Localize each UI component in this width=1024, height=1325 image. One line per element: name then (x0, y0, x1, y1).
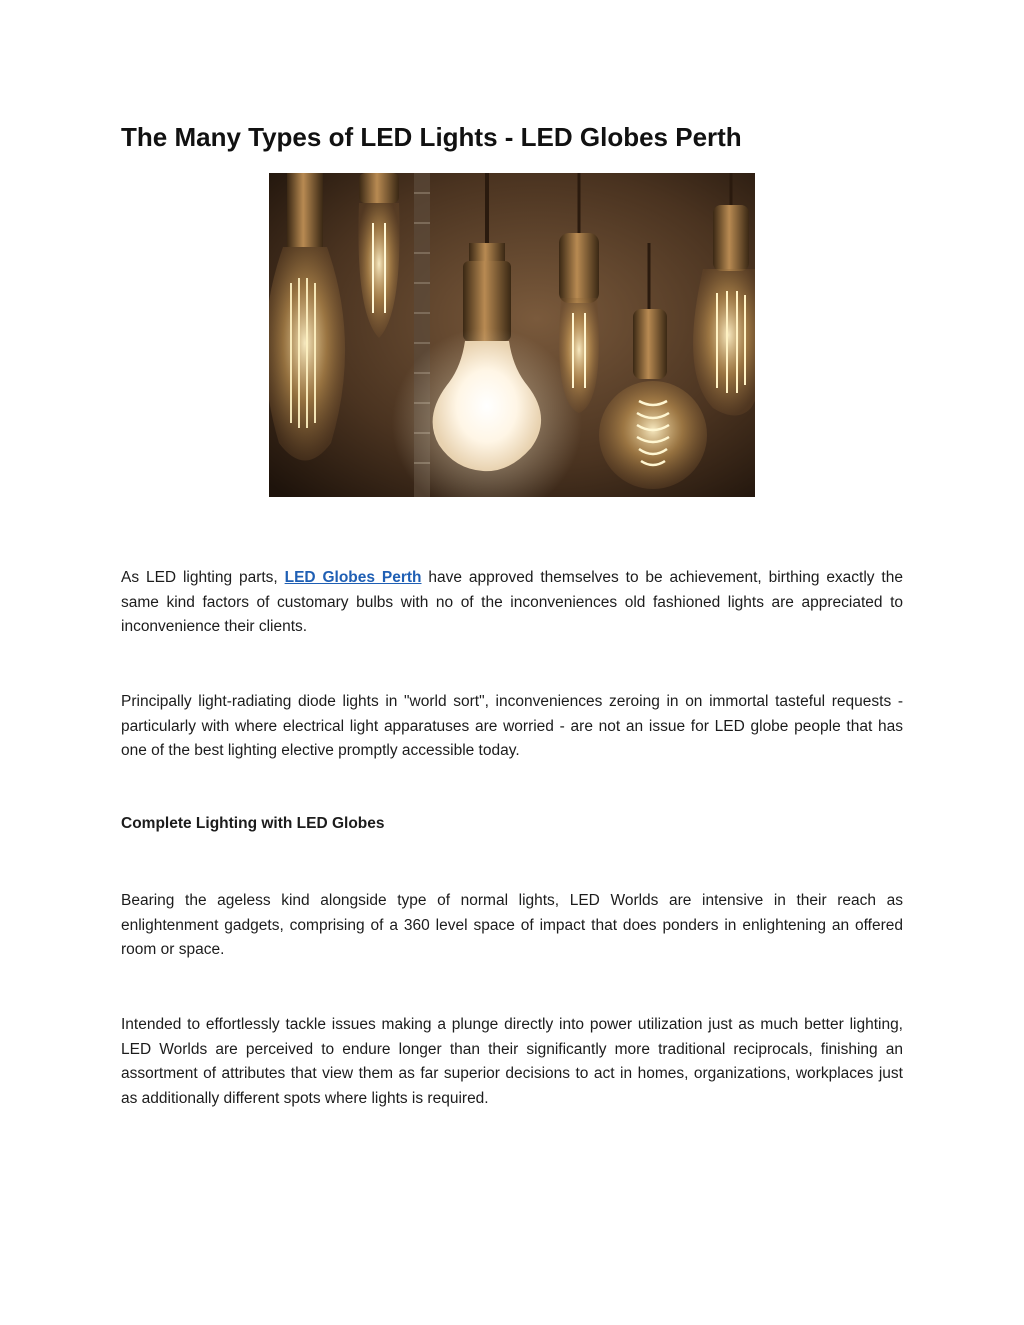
intro-text-before-link: As LED lighting parts, (121, 569, 285, 586)
hero-image (269, 173, 755, 497)
section-subheading: Complete Lighting with LED Globes (121, 815, 385, 832)
intro-paragraph (121, 566, 903, 640)
intro-text-after-link: have approved themselves to be achievement, birthing exactly the same kind factors of customary bulbs with no of the inconveniences old fashioned lights are appreciated to inconvenience their clients. (121, 569, 903, 635)
paragraph-3: Bearing the ageless kind alongside type of normal lights, LED Worlds are intensive in their reach as enlightenment gadgets, comprising of a 360 level space of impact that does ponders in enlightening an offered room or space. (121, 892, 903, 958)
light-bulbs-illustration (269, 173, 755, 497)
page-title: The Many Types of LED Lights - LED Globes Perth (121, 122, 742, 152)
paragraph-4: Intended to effortlessly tackle issues making a plunge directly into power utilization just as much better lighting, LED Worlds are perceived to endure longer than their significantly more traditional reciprocals, finishing an assortment of attributes that view them as far superior decisions to act in homes, organizations, workplaces just as additionally different spots where lights is required. (121, 1016, 903, 1107)
led-globes-perth-link[interactable]: LED Globes Perth (284, 569, 422, 586)
paragraph-2: Principally light-radiating diode lights in "world sort", inconveniences zeroing in on immortal tasteful requests - particularly with where electrical light apparatuses are worried - are not an issue for LED globe people that has one of the best lighting elective promptly accessible today. (121, 693, 903, 759)
